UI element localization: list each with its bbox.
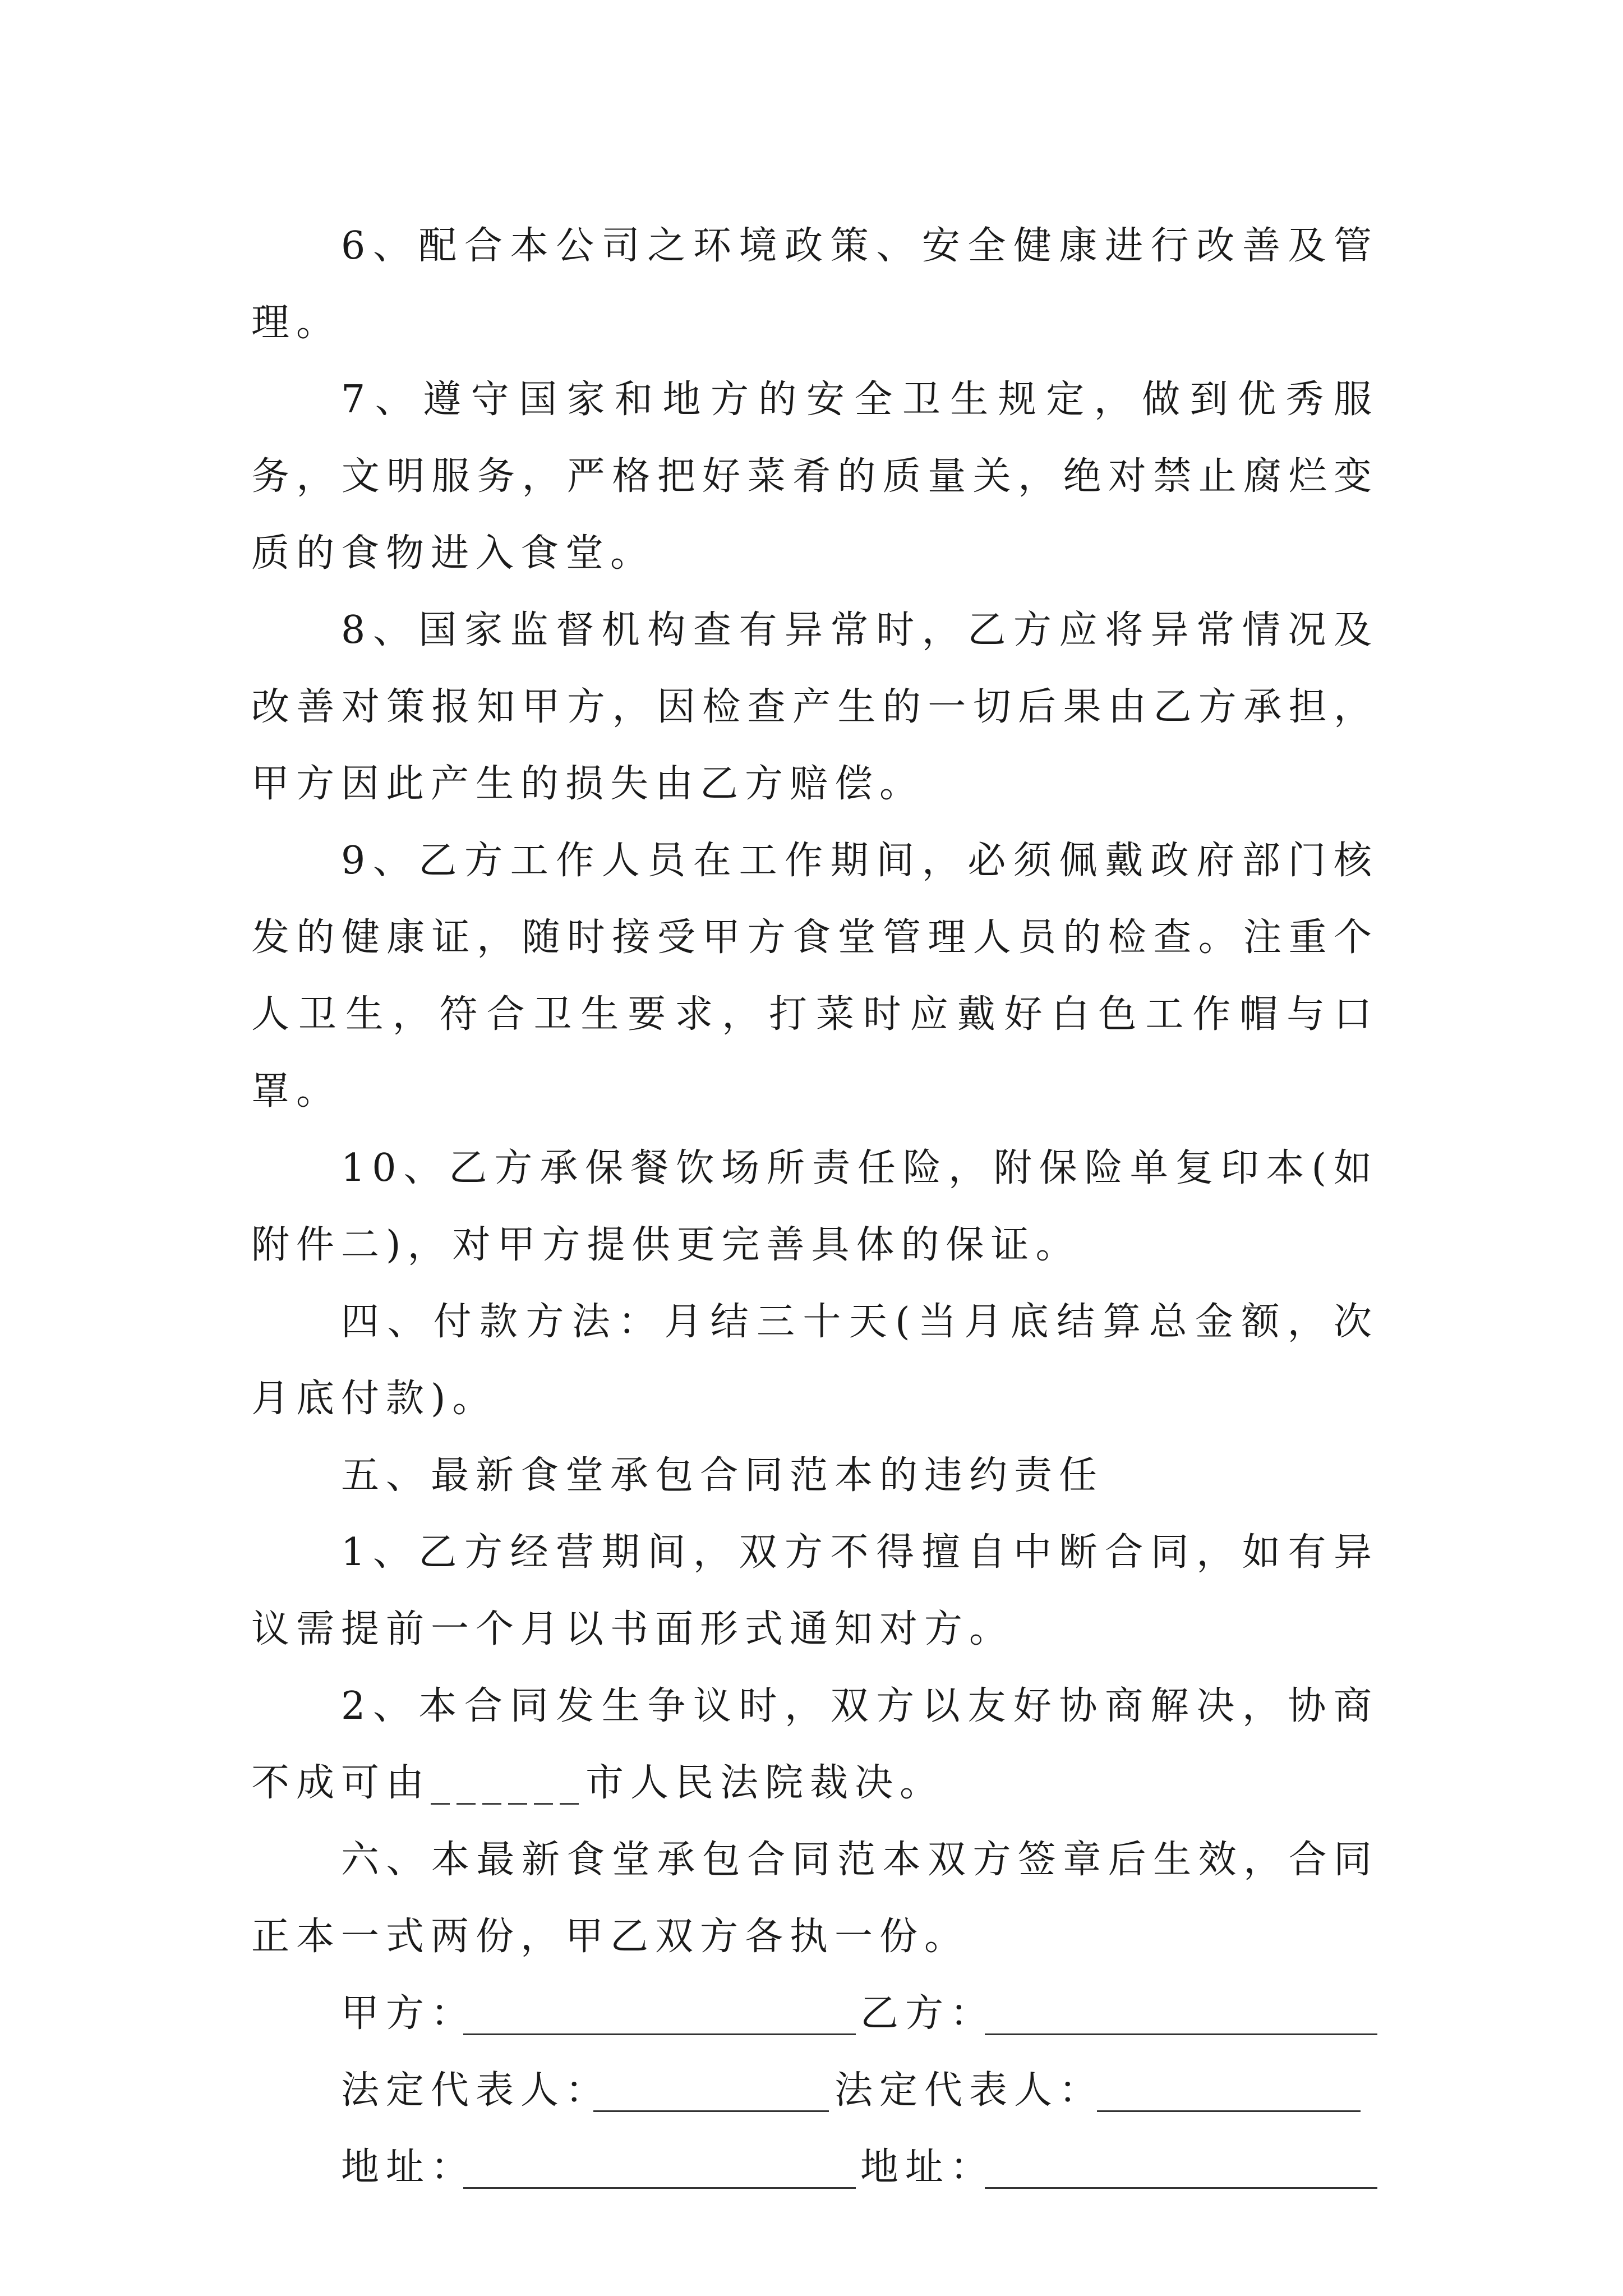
- clause-9: 9、乙方工作人员在工作期间，必须佩戴政府部门核发的健康证，随时接受甲方食堂管理人员的检查。注重个人卫生，符合卫生要求，打菜时应戴好白色工作帽与口罩。: [251, 839, 1378, 1114]
- signature-address-row: [251, 2129, 1378, 2206]
- party-a-label: 甲方：: [341, 1991, 476, 2036]
- rep-b-blank: [1097, 2110, 1361, 2112]
- rep-a-label: 法定代表人：: [341, 2068, 611, 2113]
- contract-body: [251, 208, 1378, 2206]
- signature-party-row: [251, 1975, 1378, 2052]
- address-b-blank: [985, 2187, 1377, 2189]
- clause-6: 6、配合本公司之环境政策、安全健康进行改善及管理。: [251, 224, 1378, 345]
- clause-7: 7、遵守国家和地方的安全卫生规定，做到优秀服务，文明服务，严格把好菜肴的质量关，绝对禁止腐烂变质的食物进入食堂。: [251, 378, 1378, 576]
- address-a-blank: [463, 2187, 856, 2189]
- effectiveness-clause: 六、本最新食堂承包合同范本双方签章后生效，合同正本一式两份，甲乙双方各执一份。: [251, 1838, 1378, 1959]
- clause-10: 10、乙方承保餐饮场所责任险，附保险单复印本(如附件二)，对甲方提供更完善具体的保证。: [251, 1146, 1378, 1267]
- breach-clause-2: 2、本合同发生争议时，双方以友好协商解决，协商不成可由______市人民法院裁决。: [251, 1684, 1378, 1805]
- signature-rep-row: [251, 2052, 1378, 2129]
- party-a-blank: [463, 2033, 856, 2035]
- address-a-label: 地址：: [341, 2145, 476, 2189]
- party-b-blank: [985, 2033, 1377, 2035]
- address-b-label: 地址：: [860, 2145, 995, 2189]
- breach-clause-1: 1、乙方经营期间，双方不得擅自中断合同，如有异议需提前一个月以书面形式通知对方。: [251, 1530, 1378, 1651]
- payment-method: 四、付款方法：月结三十天(当月底结算总金额，次月底付款)。: [251, 1300, 1378, 1421]
- party-b-label: 乙方：: [860, 1991, 995, 2036]
- rep-b-label: 法定代表人：: [834, 2068, 1104, 2113]
- breach-heading: 五、最新食堂承包合同范本的违约责任: [341, 1453, 1104, 1498]
- clause-8: 8、国家监督机构查有异常时，乙方应将异常情况及改善对策报知甲方，因检查产生的一切后果由乙方承担，甲方因此产生的损失由乙方赔偿。: [251, 608, 1378, 806]
- rep-a-blank: [593, 2110, 829, 2112]
